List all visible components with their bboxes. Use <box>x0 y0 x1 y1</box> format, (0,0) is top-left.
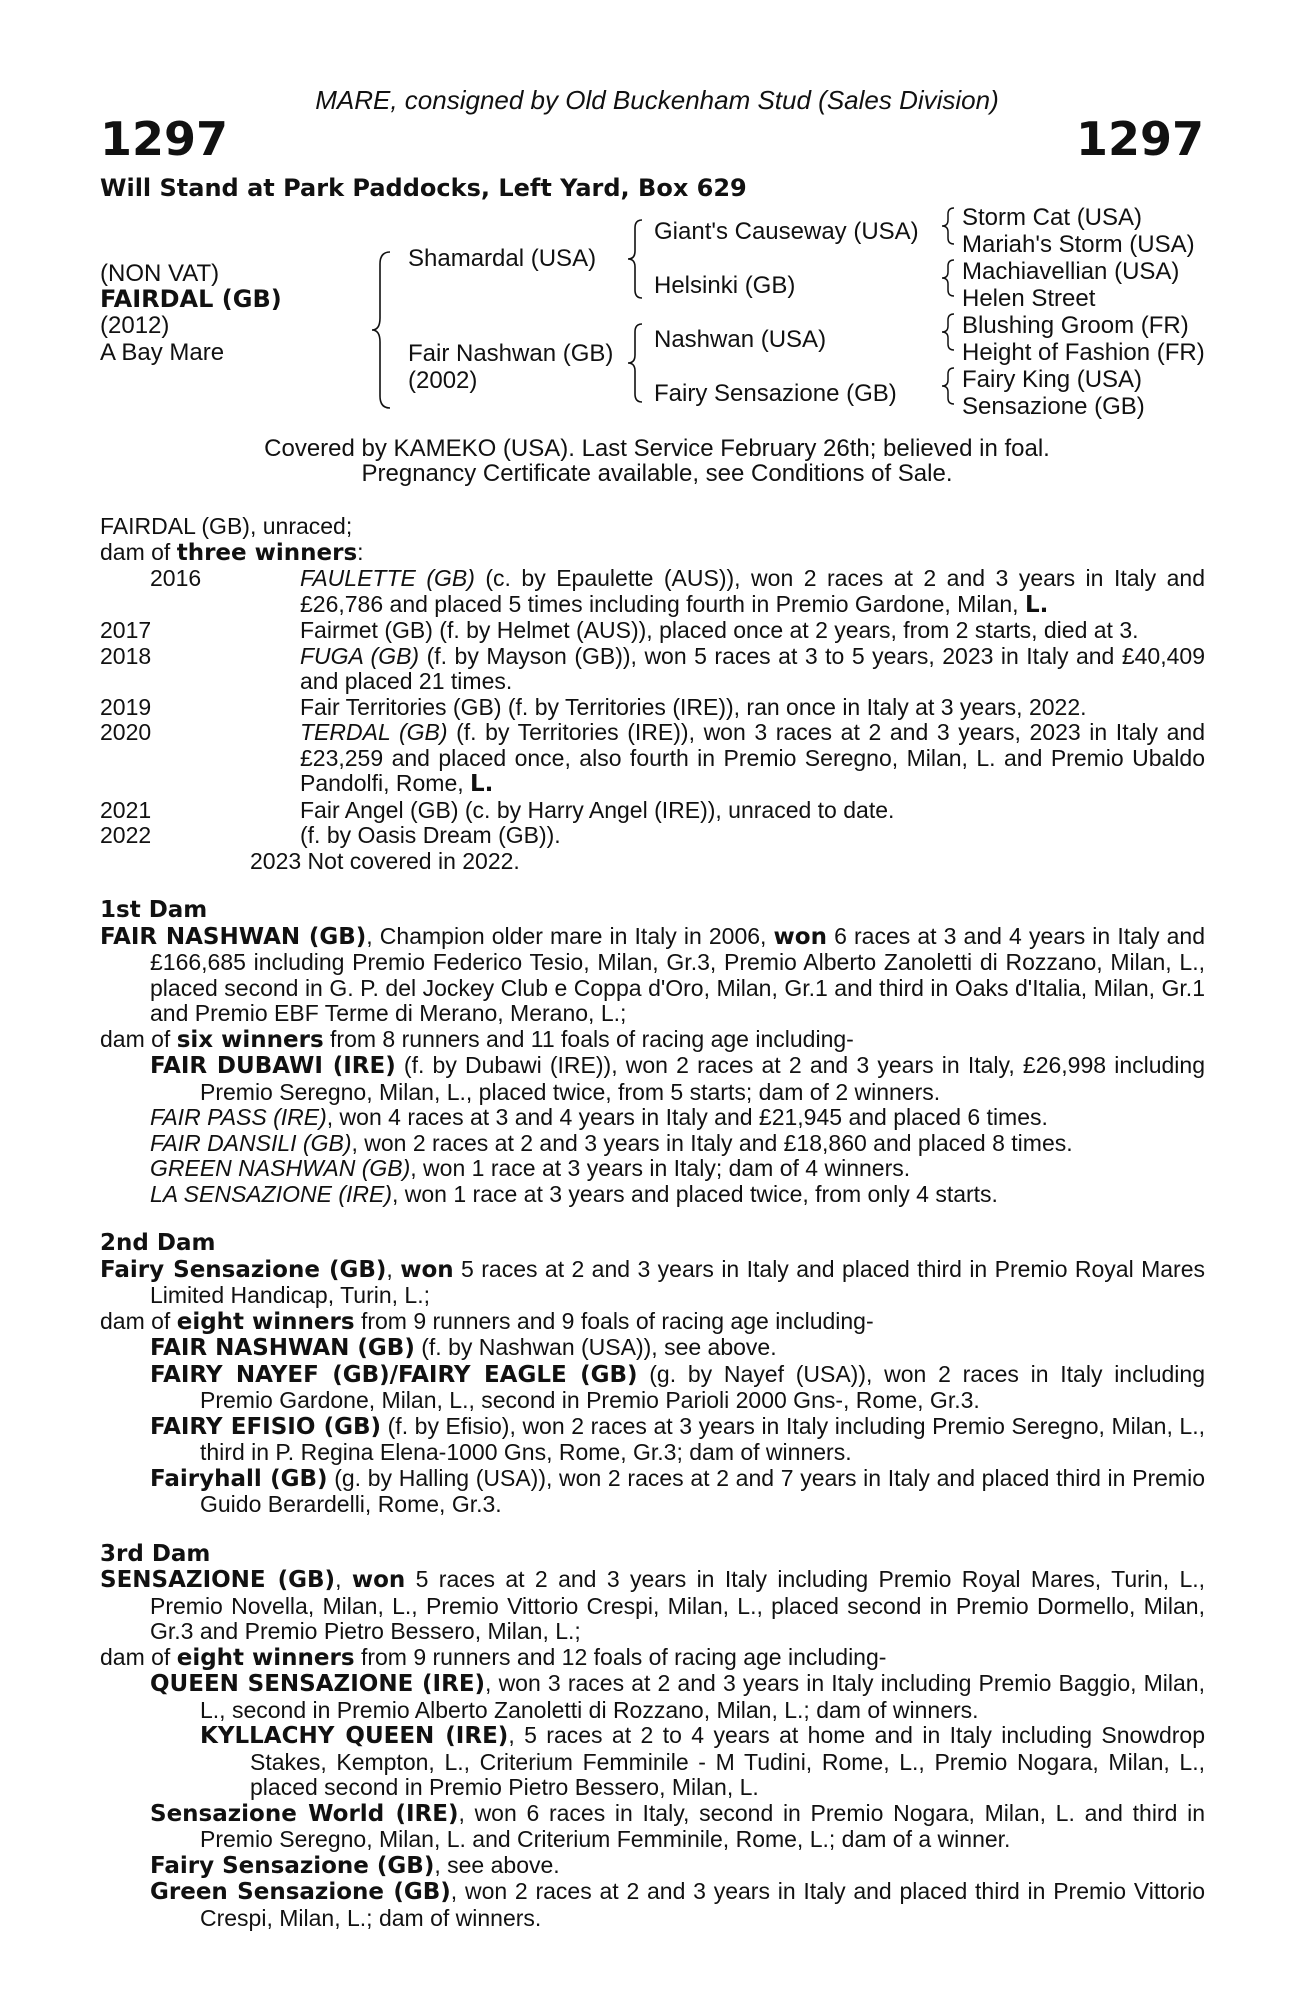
pedigree-dss: Blushing Groom (FR) <box>962 312 1189 339</box>
first-dam-foal-2: FAIR PASS (IRE), won 4 races at 3 and 4 years in Italy and £21,945 and placed 6 times. <box>150 1104 1048 1130</box>
produce-2019: 2019 Fair Territories (GB) (f. by Territories (IRE)), ran once in Italy at 3 years, 2022. <box>100 693 1087 720</box>
third-dam-foal-3: Fairy Sensazione (GB), see above. <box>150 1851 560 1879</box>
stand-location: Will Stand at Park Paddocks, Left Yard, Box 629 <box>100 174 747 202</box>
pedigree-dam-sire: Nashwan (USA) <box>654 326 827 353</box>
pedigree-sds: Machiavellian (USA) <box>962 258 1180 285</box>
produce-intro: FAIRDAL (GB), unraced; <box>100 513 353 539</box>
covered-note <box>0 436 1314 486</box>
first-dam-entry: FAIR NASHWAN (GB), Champion older mare in Italy in 2006, won 6 races at 3 and 4 years in Italy and £166,685 including Premio Federico Tesio, Milan, Gr.3, Premio Alberto Zanoletti di Rozzano, Milan, L., placed second in G. P. del Jockey Club e Coppa d'Oro, Milan, Gr.1 and third in Oaks d'Italia, Milan, Gr.1 and Premio EBF Terme di Merano, Merano, L.; <box>100 922 1205 1026</box>
first-dam-heading: 1st Dam <box>100 897 208 923</box>
third-dam-foal-4: Green Sensazione (GB), won 2 races at 2 and 3 years in Italy and placed third in Premio Vittorio Crespi, Milan, L.; dam of winners. <box>150 1878 1205 1931</box>
pedigree-brace-dam <box>626 322 646 404</box>
third-dam-grandfoal-1: KYLLACHY QUEEN (IRE), 5 races at 2 to 4 years at home and in Italy including Snowdrop Stakes, Kempton, L., Criterium Femminile - M Tudini, Rome, L., Premio Nogara, Milan, L., placed second in Premio Pietro Bessero, Milan, L. <box>200 1722 1205 1800</box>
produce-dam-of: dam of three winners: <box>100 538 364 566</box>
pedigree-dam-year: (2002) <box>408 367 478 394</box>
third-dam-dam-of: dam of eight winners from 9 runners and 12 foals of racing age including- <box>100 1643 887 1671</box>
third-dam-entry: SENSAZIONE (GB), won 5 races at 2 and 3 years in Italy including Premio Royal Mares, Turin, L., Premio Novella, Milan, L., Premio Vittorio Crespi, Milan, L., placed second in Premio Dormello, Milan, Gr.3 and Premio Pietro Bessero, Milan, L.; <box>100 1566 1206 1644</box>
covered-line-2: Pregnancy Certificate available, see Conditions of Sale. <box>361 460 953 487</box>
pedigree-dsd: Height of Fashion (FR) <box>962 339 1205 366</box>
horse-year: (2012) <box>100 312 170 339</box>
second-dam-foal-3: FAIRY EFISIO (GB) (f. by Efisio), won 2 races at 3 years in Italy including Premio Seregno, Milan, L., third in P. Regina Elena-1000 Gns, Rome, Gr.3; dam of winners. <box>150 1412 1205 1465</box>
pedigree-ddd: Sensazione (GB) <box>962 393 1145 420</box>
pedigree-dam: Fair Nashwan (GB) <box>408 340 614 367</box>
produce-2018: 2018 FUGA (GB) (f. by Mayson (GB)), won 5 races at 3 to 5 years, 2023 in Italy and £40,409 and placed 21 times. <box>100 642 1205 694</box>
second-dam-foal-1: FAIR NASHWAN (GB) (f. by Nashwan (USA)), see above. <box>150 1334 777 1361</box>
second-dam-foal-4: Fairyhall (GB) (g. by Halling (USA)), won 2 races at 2 and 7 years in Italy and placed third in Premio Guido Berardelli, Rome, Gr.3. <box>150 1464 1205 1517</box>
pedigree-brace-dd <box>940 366 958 406</box>
pedigree-sire: Shamardal (USA) <box>408 245 597 272</box>
pedigree-dam-dam: Fairy Sensazione (GB) <box>654 380 897 407</box>
first-dam-foal-1: FAIR DUBAWI (IRE) (f. by Dubawi (IRE)), won 2 races at 2 and 3 years in Italy, £26,998 including Premio Seregno, Milan, L., placed twice, from 5 starts; dam of 2 winners. <box>150 1052 1206 1105</box>
produce-2022: 2022 (f. by Oasis Dream (GB)). <box>100 822 561 848</box>
pedigree-sire-dam: Helsinki (GB) <box>654 272 796 299</box>
second-dam-foal-2: FAIRY NAYEF (GB)/FAIRY EAGLE (GB) (g. by Nayef (USA)), won 2 races in Italy including Premio Gardone, Milan, L., second in Premio Parioli 2000 Gns-, Rome, Gr.3. <box>150 1360 1205 1413</box>
pedigree-brace-ds <box>940 312 958 352</box>
lot-number-right: 1297 <box>1075 112 1204 166</box>
pedigree-dds: Fairy King (USA) <box>962 366 1143 393</box>
pedigree-ssd: Mariah's Storm (USA) <box>962 231 1195 258</box>
second-dam-dam-of: dam of eight winners from 9 runners and 9 foals of racing age including- <box>100 1307 874 1335</box>
produce-note: 2023 Not covered in 2022. <box>250 847 520 874</box>
second-dam-entry: Fairy Sensazione (GB), won 5 races at 2 and 3 years in Italy and placed third in Premio Royal Mares Limited Handicap, Turin, L.; <box>100 1255 1206 1308</box>
horse-name: FAIRDAL (GB) <box>100 285 282 313</box>
pedigree-sss: Storm Cat (USA) <box>962 204 1143 231</box>
pedigree-brace-ss <box>940 206 958 246</box>
first-dam-foal-5: LA SENSAZIONE (IRE), won 1 race at 3 years and placed twice, from only 4 starts. <box>150 1180 998 1207</box>
second-dam-heading: 2nd Dam <box>100 1230 216 1256</box>
third-dam-foal-2: Sensazione World (IRE), won 6 races in Italy, second in Premio Nogara, Milan, L. and third in Premio Seregno, Milan, L. and Criterium Femminile, Rome, L.; dam of a winner. <box>150 1799 1205 1852</box>
pedigree-sdd: Helen Street <box>962 285 1096 312</box>
produce-2016: 2016 FAULETTE (GB) (c. by Epaulette (AUS)), won 2 races at 2 and 3 years in Italy and £26,786 and placed 5 times including fourth in Premio Gardone, Milan, L. <box>150 565 1205 618</box>
third-dam-foal-1: QUEEN SENSAZIONE (IRE), won 3 races at 2 and 3 years in Italy including Premio Baggio, Milan, L., second in Premio Alberto Zanoletti di Rozzano, Milan, L.; dam of winners. <box>150 1670 1205 1723</box>
consignor-line: MARE, consigned by Old Buckenham Stud (Sales Division) <box>315 85 999 115</box>
pedigree-brace-sd <box>940 258 958 298</box>
lot-number-left: 1297 <box>100 112 229 166</box>
third-dam-heading: 3rd Dam <box>100 1540 211 1567</box>
produce-2020: 2020 TERDAL (GB) (f. by Territories (IRE)), won 3 races at 2 and 3 years, 2023 in Italy and £23,259 and placed once, also fourth in Premio Seregno, Milan, L. and Premio Ubaldo Pandolfi, Rome, L. <box>100 719 1205 797</box>
produce-2021: 2021 Fair Angel (GB) (c. by Harry Angel (IRE)), unraced to date. <box>100 796 895 823</box>
first-dam-foal-4: GREEN NASHWAN (GB), won 1 race at 3 years in Italy; dam of 4 winners. <box>150 1155 911 1181</box>
produce-2017: 2017 Fairmet (GB) (f. by Helmet (AUS)), placed once at 2 years, from 2 starts, died at 3. <box>100 617 1139 643</box>
vat-status: (NON VAT) <box>100 260 220 287</box>
pedigree-brace-sire <box>626 218 646 300</box>
pedigree-brace-main <box>370 250 394 410</box>
catalogue-body <box>100 514 1205 1931</box>
first-dam-foal-3: FAIR DANSILI (GB), won 2 races at 2 and 3 years in Italy and £18,860 and placed 8 times. <box>150 1129 1073 1156</box>
pedigree-sire-sire: Giant's Causeway (USA) <box>654 218 919 245</box>
covered-line-1: Covered by KAMEKO (USA). Last Service February 26th; believed in foal. <box>264 435 1050 462</box>
first-dam-dam-of: dam of six winners from 8 runners and 11 foals of racing age including- <box>100 1025 854 1053</box>
horse-description: A Bay Mare <box>100 339 225 366</box>
